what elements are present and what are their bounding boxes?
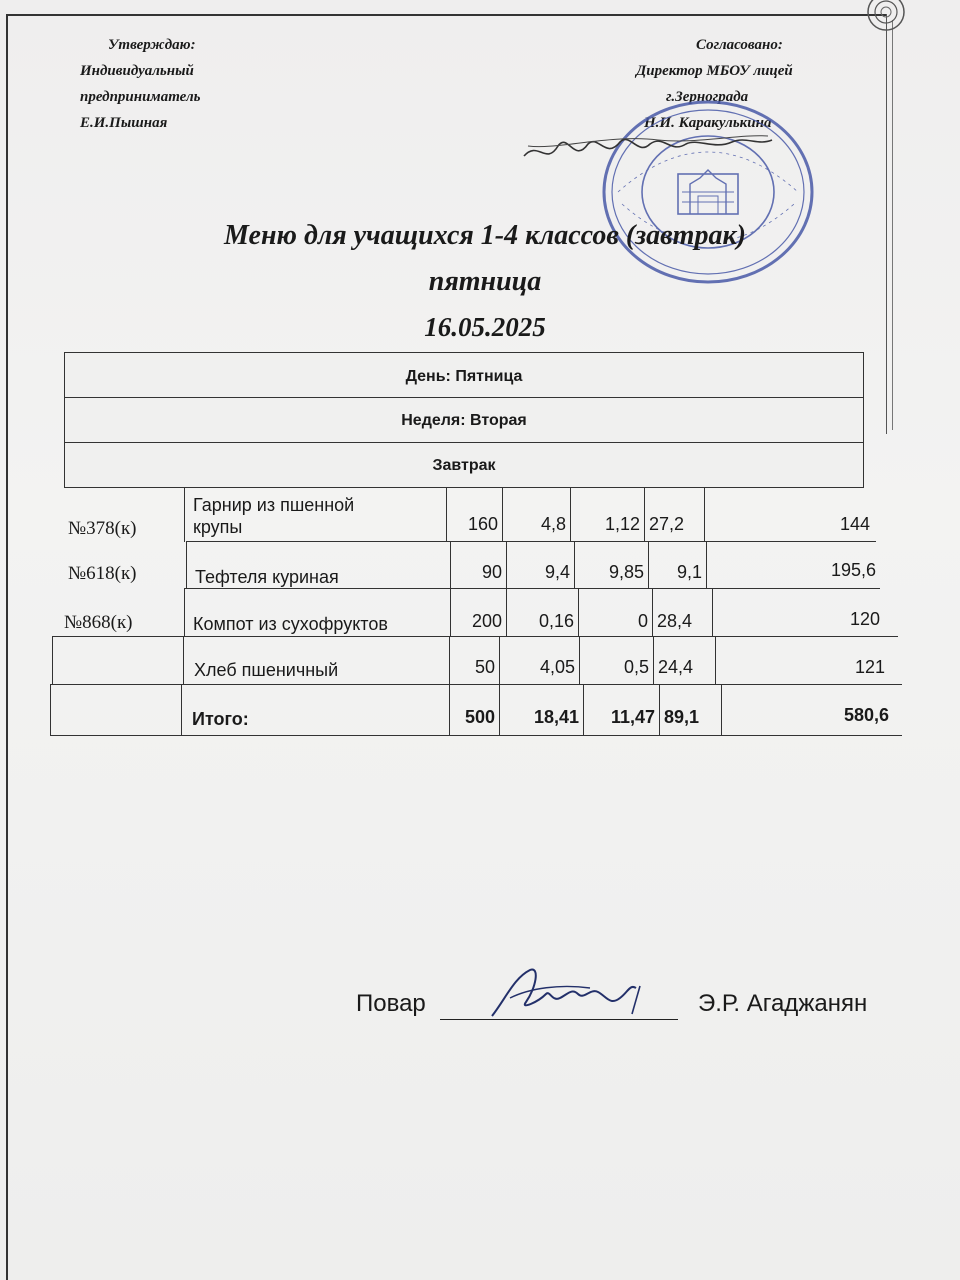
total-fat: 11,47 xyxy=(583,685,659,735)
table-row xyxy=(60,588,890,636)
fat-cell: 0 xyxy=(578,588,652,636)
menu-date: 16.05.2025 xyxy=(424,312,546,342)
total-label: Итого: xyxy=(181,685,449,735)
total-kcal: 580,6 xyxy=(721,685,889,735)
page-frame-top xyxy=(6,14,886,16)
cook-name: Э.Р. Агаджанян xyxy=(698,990,868,1017)
carbs-cell: 9,1 xyxy=(648,541,706,589)
table-row xyxy=(60,488,880,542)
dish-name-line2: крупы xyxy=(193,517,243,537)
cook-role-label: Повар xyxy=(356,990,426,1017)
protein-cell: 9,4 xyxy=(506,541,574,589)
weight-cell: 160 xyxy=(446,488,502,542)
carbs-cell: 28,4 xyxy=(652,588,712,636)
dish-code: №618(к) xyxy=(68,563,137,584)
menu-title: Меню для учащихся 1-4 классов (завтрак) xyxy=(224,220,746,251)
fat-cell: 1,12 xyxy=(570,488,644,542)
carbs-cell: 24,4 xyxy=(653,637,715,685)
official-seal-stamp xyxy=(598,92,818,292)
total-protein: 18,41 xyxy=(499,685,583,735)
approval-left-line3: предприниматель xyxy=(80,89,201,105)
approval-right-line3: г.Зернограда xyxy=(666,89,749,105)
approval-left-name: Е.И.Пышная xyxy=(80,115,168,131)
table-row xyxy=(60,541,880,589)
approval-left-heading: Утверждаю: xyxy=(108,37,196,53)
approval-right-heading: Согласовано: xyxy=(696,37,783,53)
corner-ornament-icon xyxy=(862,0,910,36)
weight-cell: 200 xyxy=(450,588,506,636)
menu-weekday: пятница xyxy=(428,266,542,297)
director-signature xyxy=(518,126,778,176)
dish-name-cell: Компот из сухофруктов xyxy=(184,588,450,636)
total-weight: 500 xyxy=(449,685,499,735)
weight-cell: 90 xyxy=(450,541,506,589)
approval-right-line2: Директор МБОУ лицей xyxy=(636,63,793,79)
approval-left-line2: Индивидуальный xyxy=(80,63,194,79)
dish-name-cell: Хлеб пшеничный xyxy=(183,637,449,685)
total-carbs: 89,1 xyxy=(659,685,721,735)
table-week-header: Неделя: Вторая xyxy=(64,397,864,443)
protein-cell: 4,8 xyxy=(502,488,570,542)
table-meal-header: Завтрак xyxy=(64,442,864,488)
page-frame-left xyxy=(6,14,8,1280)
dish-name-line1: Гарнир из пшенной xyxy=(193,495,355,515)
fat-cell: 0,5 xyxy=(579,637,653,685)
dish-name-cell: Тефтеля куриная xyxy=(186,541,450,589)
table-row xyxy=(52,636,898,684)
kcal-cell: 121 xyxy=(715,637,885,685)
kcal-cell: 195,6 xyxy=(706,541,876,589)
approval-right-name: Н.И. Каракулькина xyxy=(644,115,772,131)
kcal-cell: 144 xyxy=(704,488,870,542)
dish-code: №378(к) xyxy=(68,518,137,539)
kcal-cell: 120 xyxy=(712,588,880,636)
cook-signature xyxy=(480,958,660,1030)
dish-code: №868(к) xyxy=(64,612,133,633)
protein-cell: 4,05 xyxy=(499,637,579,685)
table-day-header: День: Пятница xyxy=(64,352,864,398)
weight-cell: 50 xyxy=(449,637,499,685)
approval-block-left xyxy=(80,32,320,136)
protein-cell: 0,16 xyxy=(506,588,578,636)
carbs-cell: 27,2 xyxy=(644,488,704,542)
table-total-row xyxy=(50,684,902,736)
fat-cell: 9,85 xyxy=(574,541,648,589)
dish-name-cell xyxy=(184,488,446,542)
